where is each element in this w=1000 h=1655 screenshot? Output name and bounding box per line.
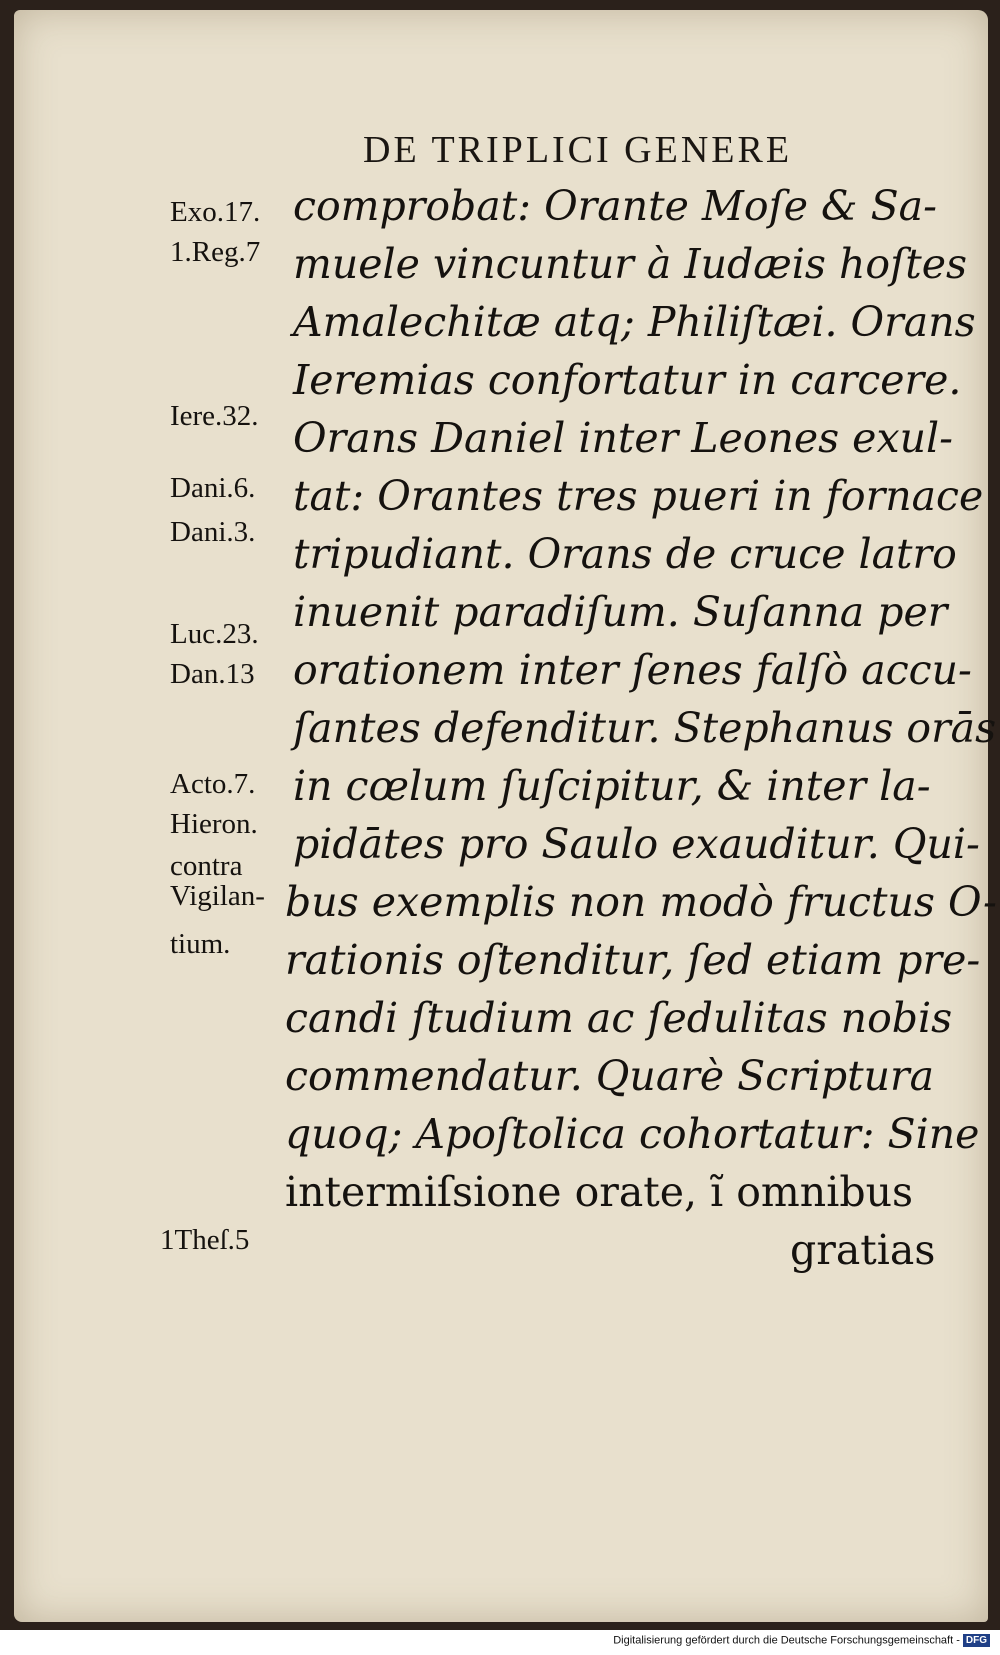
line-text: Orans Daniel inter Leones exul- [293,414,953,462]
margin-reference: Exo.17. [170,196,261,228]
line-text: comprobat: Orante Moſe & Sa- [293,182,937,230]
margin-reference: Dani.6. [170,472,256,504]
margin-reference: Dani.3. [170,516,256,548]
margin-reference: tium. [170,928,231,960]
line-text: tripudiant. Orans de cruce latro [293,530,957,578]
text-line [0,414,1000,474]
margin-reference: Acto.7. [170,768,256,800]
text-line [0,1110,1000,1170]
text-line [0,182,1000,242]
margin-reference: Vigilan- [170,880,265,912]
margin-reference: Luc.23. [170,618,259,650]
text-line [0,994,1000,1054]
text-line [0,936,1000,996]
credit-text: Digitalisierung gefördert durch die Deutsche Forschungsgemeinschaft - [613,1634,960,1647]
text-line [0,1226,1000,1286]
text-line [0,472,1000,532]
running-header: DE TRIPLICI GENERE [363,129,793,171]
line-text: intermiſsione orate, ĩ omnibus [285,1168,914,1216]
text-line [0,704,1000,764]
text-line [0,646,1000,706]
dfg-logo: DFG [963,1634,990,1647]
line-text: rationis oſtenditur, ſed etiam pre- [285,936,981,984]
margin-reference: Iere.32. [170,400,259,432]
text-line [0,878,1000,938]
line-text: commendatur. Quarè Scriptura [285,1052,935,1100]
text-line [0,1168,1000,1228]
margin-reference: contra [170,850,243,882]
line-text: muele vincuntur à Iudæis hoſtes [293,240,968,288]
line-text: Amalechitæ atq; Philiſtæi. Orans [293,298,976,346]
line-text: orationem inter ſenes falſò accu- [293,646,972,694]
line-text: in cœlum ſuſcipitur, & inter la- [293,762,931,810]
text-line [0,356,1000,416]
text-line [0,530,1000,590]
line-text: ſantes defenditur. Stephanus orās [293,704,997,752]
catchword: gratias [790,1226,936,1274]
text-line [0,588,1000,648]
margin-reference: Dan.13 [170,658,255,690]
text-line [0,240,1000,300]
text-line [0,762,1000,822]
line-text: pidātes pro Saulo exauditur. Qui- [293,820,980,868]
line-text: quoq; Apoſtolica cohortatur: Sine [285,1110,980,1158]
text-line [0,298,1000,358]
margin-reference: 1Theſ.5 [160,1224,250,1256]
line-text: candi ſtudium ac ſedulitas nobis [285,994,953,1042]
digitization-credit [613,1634,990,1647]
line-text: inuenit paradiſum. Suſanna per [293,588,948,636]
text-line [0,1052,1000,1112]
text-line [0,820,1000,880]
line-text: bus exemplis non modò fructus O- [285,878,997,926]
line-text: tat: Orantes tres pueri in fornace [293,472,984,520]
line-text: Ieremias confortatur in carcere. [293,356,962,404]
margin-reference: Hieron. [170,808,258,840]
margin-reference: 1.Reg.7 [170,236,261,268]
